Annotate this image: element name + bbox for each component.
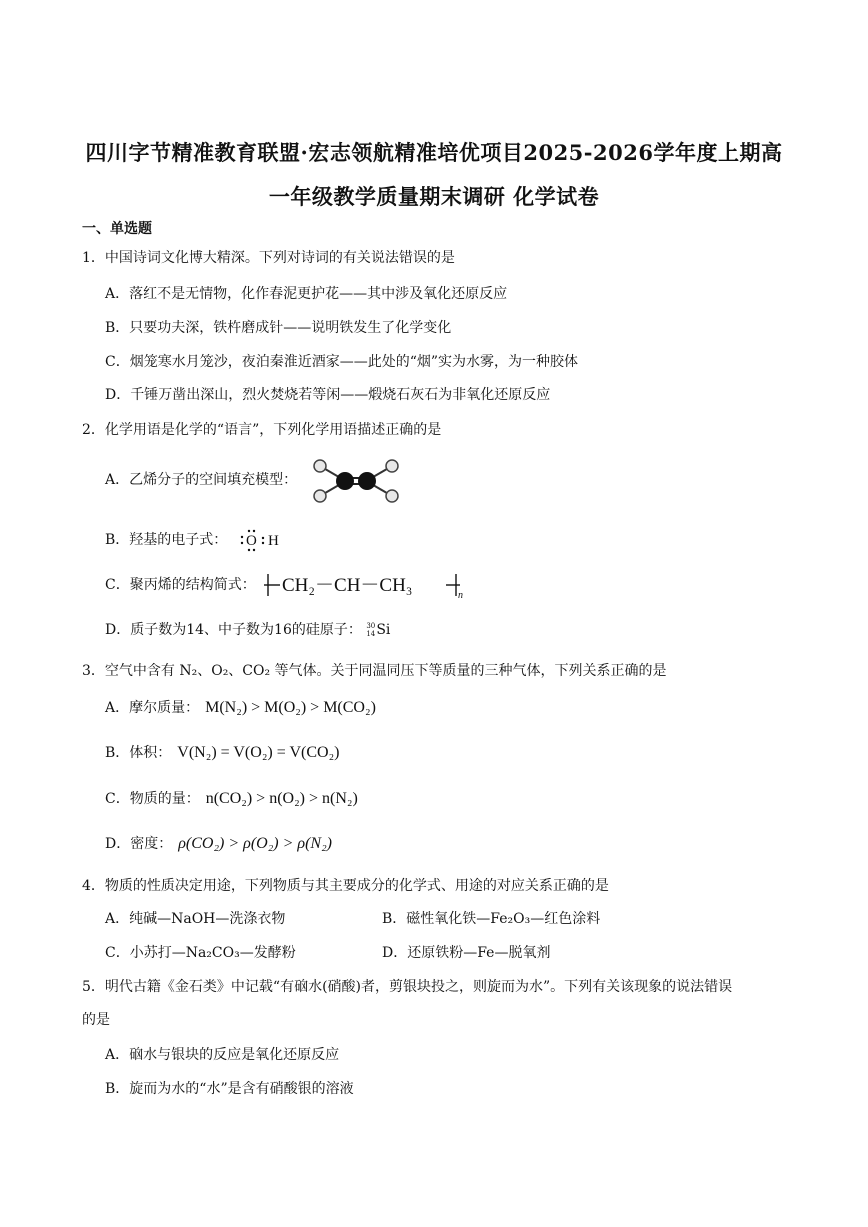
q3-option-c (105, 788, 358, 810)
exam-title-line-2: 一年级教学质量期末调研 化学试卷 (268, 184, 600, 209)
q5-option-b: B．旋而为水的“水”是含有硝酸银的溶液 (105, 1081, 354, 1097)
q3-option-b (105, 742, 339, 764)
q2-option-b-label: B．羟基的电子式： (105, 532, 228, 548)
q4-option-b: B．磁性氧化铁—Fe₂O₃—红色涂料 (382, 911, 601, 927)
q3-stem: 3．空气中含有 N₂、O₂、CO₂ 等气体。关于同温同压下等质量的三种气体，下列关系正确的是 (82, 663, 667, 679)
q2-option-c (105, 570, 466, 600)
silicon-isotope-indices (366, 620, 376, 640)
q2-stem: 2．化学用语是化学的“语言”，下列化学用语描述正确的是 (82, 422, 442, 438)
q3-option-d (105, 833, 332, 855)
q3-option-c-label: C．物质的量： (105, 791, 200, 807)
q5-stem-line-2: 的是 (82, 1012, 110, 1028)
q4-option-a: A．纯碱—NaOH—洗涤衣物 (105, 911, 286, 927)
mass-number: 30 (366, 622, 376, 630)
q2-option-d-label: D．质子数为14、中子数为16的硅原子： (105, 622, 362, 638)
q2-option-b (105, 527, 284, 553)
q1-option-c: C．烟笼寒水月笼沙，夜泊秦淮近酒家——此处的“烟”实为水雾，为一种胶体 (105, 354, 579, 370)
section-heading: 一、单选题 (82, 221, 152, 237)
oxygen-symbol: O (245, 533, 257, 549)
q3-option-c-formula: n(CO₂) > n(O₂) > n(N₂) (205, 790, 358, 807)
q1-option-d: D．千锤万凿出深山，烈火焚烧若等闲——煅烧石灰石为非氧化还原反应 (105, 387, 551, 403)
q3-option-b-formula: V(N₂) = V(O₂) = V(CO₂) (177, 744, 340, 761)
q2-option-a (105, 470, 297, 490)
hydroxyl-electron-formula (236, 527, 284, 553)
q3-option-d-label: D．密度： (105, 836, 173, 852)
q2-option-a-label: A．乙烯分子的空间填充模型： (105, 472, 298, 488)
q5-stem-line-1: 5．明代古籍《金石类》中记载“有硇水(硝酸)者，剪银块投之，则旋而为水”。下列有关该现象的说法错误 (82, 979, 733, 995)
hydrogen-symbol: H (267, 533, 279, 549)
repeat-subscript-n: n (458, 590, 464, 600)
q3-option-d-formula: ρ(CO₂) > ρ(O₂) > ρ(N₂) (178, 835, 332, 852)
polypropylene-formula (260, 570, 466, 600)
q1-option-b: B．只要功夫深，铁杵磨成针——说明铁发生了化学变化 (105, 320, 452, 336)
q5-option-a: A．硇水与银块的反应是氧化还原反应 (105, 1047, 340, 1063)
q3-option-a-label: A．摩尔质量： (105, 700, 200, 716)
q4-option-c: C．小苏打—Na₂CO₃—发酵粉 (105, 945, 296, 961)
silicon-symbol: Si (376, 622, 391, 638)
q3-option-b-label: B．体积： (105, 745, 172, 761)
polypropylene-chain: CH₂－CH－CH₃ (282, 575, 413, 596)
q3-option-a (105, 697, 376, 719)
electron-dots-icon (236, 527, 284, 553)
ethylene-space-filling-model-icon (306, 456, 406, 506)
q2-option-c-label: C．聚丙烯的结构简式： (105, 577, 256, 593)
exam-title-line-1: 四川字节精准教育联盟·宏志领航精准培优项目2025-2026学年度上期高 (85, 140, 783, 165)
q4-option-d: D．还原铁粉—Fe—脱氧剂 (382, 945, 551, 961)
q1-option-a: A．落红不是无情物，化作春泥更护花——其中涉及氧化还原反应 (105, 286, 508, 302)
q4-stem: 4．物质的性质决定用途，下列物质与其主要成分的化学式、用途的对应关系正确的是 (82, 878, 609, 894)
q1-stem: 1．中国诗词文化博大精深。下列对诗词的有关说法错误的是 (82, 250, 455, 266)
atomic-number: 14 (366, 630, 376, 638)
q2-option-d (105, 620, 390, 640)
q3-option-a-formula: M(N₂) > M(O₂) > M(CO₂) (205, 699, 376, 716)
